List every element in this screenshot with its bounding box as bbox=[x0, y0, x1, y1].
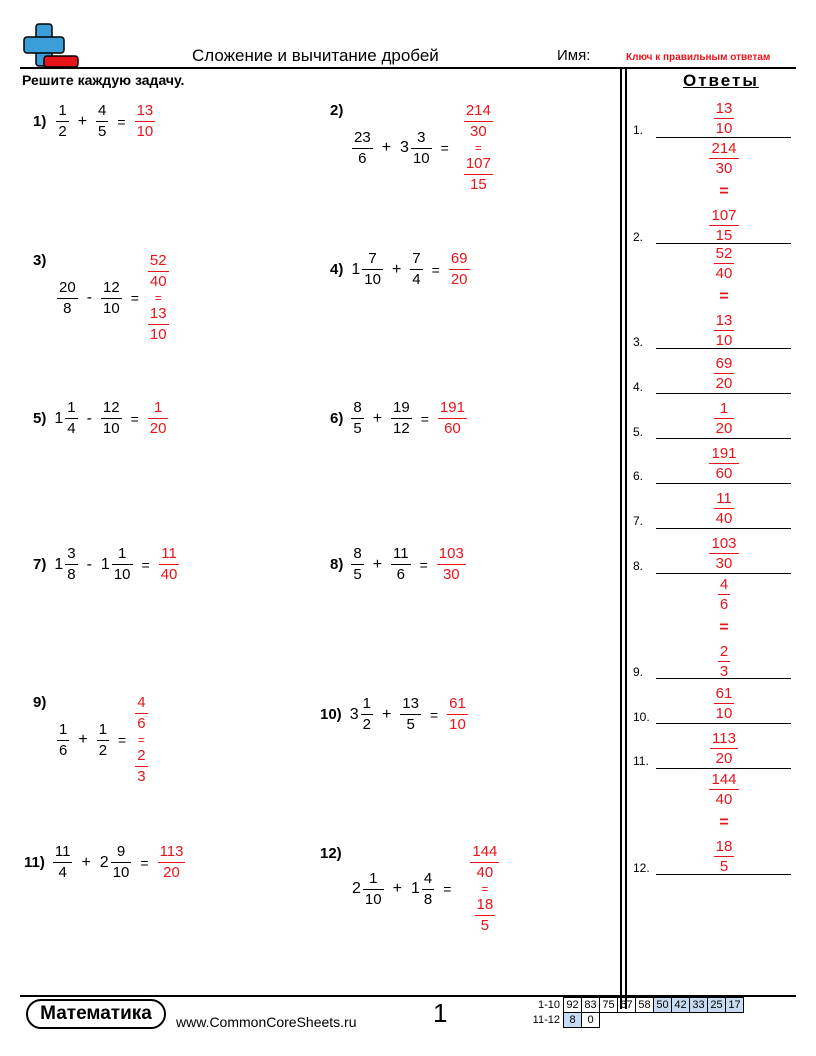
answer-line[interactable] bbox=[656, 573, 791, 574]
answer-label: 12. bbox=[633, 861, 650, 875]
problem-number: 6) bbox=[330, 410, 344, 427]
fraction: $\frac{1}{10}$ bbox=[364, 869, 382, 908]
operator: + bbox=[78, 731, 88, 748]
problem-number: 10) bbox=[320, 706, 342, 723]
equals: = bbox=[419, 556, 428, 573]
answer-fraction: $\frac{11}{40}$ bbox=[160, 545, 178, 583]
fraction: $\frac{20}{8}$ bbox=[59, 278, 76, 317]
fraction: $\frac{23}{6}$ bbox=[354, 128, 371, 167]
answer-line[interactable] bbox=[656, 348, 791, 349]
answer-line[interactable] bbox=[656, 438, 791, 439]
fraction: $\frac{19}{12}$ bbox=[393, 399, 410, 437]
score-cell: 17 bbox=[726, 998, 744, 1013]
answer-label: 7. bbox=[633, 514, 644, 528]
equals: = bbox=[118, 732, 127, 748]
score-table bbox=[530, 997, 744, 1028]
problem-10 bbox=[320, 695, 468, 734]
operator: + bbox=[381, 139, 392, 156]
answer-label: 1. bbox=[633, 123, 644, 137]
problem-9 bbox=[57, 694, 148, 786]
answer-label: 3. bbox=[633, 335, 644, 349]
answer-line[interactable] bbox=[656, 678, 791, 679]
answer-fraction: $\frac{103}{30}$ bbox=[438, 545, 464, 583]
operator: - bbox=[86, 555, 92, 573]
score-cell: 58 bbox=[636, 998, 654, 1013]
fraction: $\frac{1}{10}$ bbox=[113, 545, 131, 583]
answer-stack: $\frac{214}{30}$ = $\frac{107}{15}$ bbox=[465, 102, 491, 193]
page-number: 1 bbox=[433, 998, 448, 1028]
fraction: $\frac{1}{2}$ bbox=[98, 720, 108, 759]
equals: = bbox=[420, 410, 429, 427]
answer-9: $\frac{4}{6}$ = $\frac{2}{3}$ bbox=[719, 576, 729, 680]
operator: + bbox=[381, 705, 392, 723]
answer-line[interactable] bbox=[656, 483, 791, 484]
page-title: Сложение и вычитание дробей bbox=[192, 46, 439, 65]
whole-number: 3 bbox=[400, 139, 409, 156]
answer-fraction: $\frac{191}{60}$ bbox=[439, 399, 465, 437]
whole-number: 2 bbox=[352, 880, 361, 897]
answer-fraction: $\frac{1}{20}$ bbox=[149, 399, 167, 437]
operator: + bbox=[81, 853, 91, 871]
problem-5 bbox=[33, 399, 168, 438]
fraction: $\frac{1}{4}$ bbox=[67, 399, 76, 437]
fraction: $\frac{11}{4}$ bbox=[54, 843, 71, 881]
problem-11 bbox=[24, 843, 185, 882]
operator: + bbox=[77, 112, 88, 130]
score-row bbox=[530, 1013, 744, 1028]
fraction: $\frac{9}{10}$ bbox=[112, 843, 130, 881]
score-cell: 42 bbox=[672, 998, 690, 1013]
score-cell: 8 bbox=[564, 1013, 582, 1028]
answers-title: Ответы bbox=[683, 71, 759, 90]
answer-fraction: $\frac{13}{10}$ bbox=[136, 102, 154, 140]
answer-line[interactable] bbox=[656, 768, 791, 769]
operator: + bbox=[391, 260, 402, 278]
answer-3: $\frac{52}{40}$ = $\frac{13}{10}$ bbox=[715, 245, 733, 349]
problem-number: 1) bbox=[33, 113, 47, 130]
whole-number: 1 bbox=[351, 260, 361, 278]
problem-number: 3) bbox=[33, 252, 47, 269]
equals: = bbox=[141, 556, 150, 573]
operator: - bbox=[86, 409, 92, 427]
problem-number: 11) bbox=[24, 854, 45, 871]
problem-number: 4) bbox=[330, 261, 344, 278]
fraction: $\frac{3}{10}$ bbox=[412, 128, 430, 167]
fraction: $\frac{8}{5}$ bbox=[353, 545, 362, 583]
equals: = bbox=[443, 881, 452, 897]
problem-number: 9) bbox=[33, 694, 47, 711]
site-url[interactable]: www.CommonCoreSheets.ru bbox=[176, 1014, 357, 1030]
score-cell: 50 bbox=[654, 998, 672, 1013]
whole-number: 1 bbox=[54, 409, 64, 427]
problem-6 bbox=[330, 399, 467, 438]
answer-stack: $\frac{4}{6}$ = $\frac{2}{3}$ bbox=[137, 694, 146, 785]
answer-7: $\frac{11}{40}$ bbox=[715, 490, 733, 527]
whole-number: 3 bbox=[349, 705, 359, 723]
score-row-label: 1-10 bbox=[537, 999, 560, 1011]
answer-11: $\frac{113}{20}$ bbox=[712, 730, 736, 767]
answer-5: $\frac{1}{20}$ bbox=[715, 400, 733, 437]
score-cell: 75 bbox=[600, 998, 618, 1013]
answer-8: $\frac{103}{30}$ bbox=[711, 535, 737, 572]
answer-6: $\frac{191}{60}$ bbox=[711, 445, 737, 482]
answer-label: 9. bbox=[633, 665, 644, 679]
problem-number: 5) bbox=[33, 410, 47, 427]
answer-stack: $\frac{144}{40}$ = $\frac{18}{5}$ bbox=[472, 843, 498, 934]
answer-line[interactable] bbox=[656, 723, 791, 724]
answer-1: $\frac{13}{10}$ bbox=[715, 100, 733, 137]
equals: = bbox=[130, 410, 139, 427]
problem-2 bbox=[352, 102, 493, 194]
answer-4: $\frac{69}{20}$ bbox=[715, 355, 733, 392]
equals: = bbox=[440, 140, 449, 156]
column-divider-2 bbox=[625, 67, 627, 1009]
answer-label: 2. bbox=[633, 230, 644, 244]
whole-number: 1 bbox=[100, 555, 110, 573]
whole-number: 1 bbox=[410, 880, 420, 897]
fraction: $\frac{4}{8}$ bbox=[423, 869, 433, 908]
brand-label: Математика bbox=[40, 1003, 152, 1024]
problem-7 bbox=[33, 545, 179, 584]
problem-number: 2) bbox=[330, 102, 344, 119]
column-divider bbox=[620, 67, 622, 1009]
answer-label: 6. bbox=[633, 469, 644, 483]
answer-fraction: $\frac{113}{20}$ bbox=[159, 843, 184, 881]
score-row-label: 11-12 bbox=[532, 1014, 560, 1026]
fraction: $\frac{3}{8}$ bbox=[67, 545, 76, 583]
fraction: $\frac{4}{5}$ bbox=[98, 102, 107, 140]
fraction: $\frac{7}{10}$ bbox=[364, 250, 381, 288]
problem-12 bbox=[352, 843, 499, 935]
operator: + bbox=[372, 555, 383, 573]
fraction: $\frac{12}{10}$ bbox=[102, 399, 120, 437]
answer-line[interactable] bbox=[656, 243, 791, 244]
answer-label: 10. bbox=[633, 710, 650, 724]
name-label: Имя: bbox=[557, 47, 591, 64]
whole-number: 2 bbox=[99, 853, 109, 871]
problem-number: 7) bbox=[33, 556, 47, 573]
answer-fraction: $\frac{69}{20}$ bbox=[450, 250, 468, 288]
answer-line[interactable] bbox=[656, 393, 791, 394]
score-cell: 83 bbox=[582, 998, 600, 1013]
equals: = bbox=[429, 706, 439, 723]
problem-8 bbox=[330, 545, 466, 584]
fraction: $\frac{13}{5}$ bbox=[402, 695, 419, 733]
answer-12: $\frac{144}{40}$ = $\frac{18}{5}$ bbox=[711, 771, 737, 875]
operator: + bbox=[392, 880, 402, 897]
problem-4 bbox=[330, 250, 470, 289]
score-cell: 0 bbox=[582, 1013, 600, 1028]
equals: = bbox=[431, 261, 440, 278]
fraction: $\frac{1}{6}$ bbox=[59, 720, 68, 759]
fraction: $\frac{7}{4}$ bbox=[412, 250, 421, 288]
problem-1 bbox=[33, 102, 155, 141]
problem-number: 8) bbox=[330, 556, 344, 573]
fraction: $\frac{8}{5}$ bbox=[353, 399, 362, 437]
fraction: $\frac{12}{10}$ bbox=[103, 278, 120, 317]
whole-number: 1 bbox=[54, 555, 64, 573]
problem-3 bbox=[57, 252, 169, 344]
header-divider bbox=[20, 67, 796, 69]
score-row bbox=[530, 998, 744, 1013]
brand-badge bbox=[26, 999, 166, 1029]
answer-fraction: $\frac{61}{10}$ bbox=[449, 695, 466, 733]
answer-label: 5. bbox=[633, 425, 644, 439]
answer-label: 4. bbox=[633, 380, 644, 394]
operator: + bbox=[372, 409, 383, 427]
logo-icon bbox=[22, 22, 80, 70]
instruction: Решите каждую задачу. bbox=[22, 72, 185, 88]
answer-stack: $\frac{52}{40}$ = $\frac{13}{10}$ bbox=[149, 252, 167, 343]
score-cell: 92 bbox=[564, 998, 582, 1013]
score-cell: 25 bbox=[708, 998, 726, 1013]
answer-line[interactable] bbox=[656, 528, 791, 529]
answer-line[interactable] bbox=[656, 874, 791, 875]
answer-key-label: Ключ к правильным ответам bbox=[626, 52, 771, 63]
answer-10: $\frac{61}{10}$ bbox=[715, 685, 733, 722]
answer-2: $\frac{214}{30}$ = $\frac{107}{15}$ bbox=[711, 140, 737, 244]
fraction: $\frac{1}{2}$ bbox=[362, 695, 371, 733]
score-cell: 67 bbox=[618, 998, 636, 1013]
fraction: $\frac{11}{6}$ bbox=[393, 545, 409, 583]
answer-line[interactable] bbox=[656, 137, 791, 138]
score-cell: 33 bbox=[690, 998, 708, 1013]
answer-label: 11. bbox=[633, 754, 649, 768]
answer-label: 8. bbox=[633, 559, 644, 573]
equals: = bbox=[117, 113, 126, 130]
problem-number: 12) bbox=[320, 845, 342, 862]
operator: - bbox=[86, 289, 93, 306]
fraction: $\frac{1}{2}$ bbox=[58, 102, 67, 140]
equals: = bbox=[140, 854, 149, 871]
equals: = bbox=[130, 290, 139, 306]
